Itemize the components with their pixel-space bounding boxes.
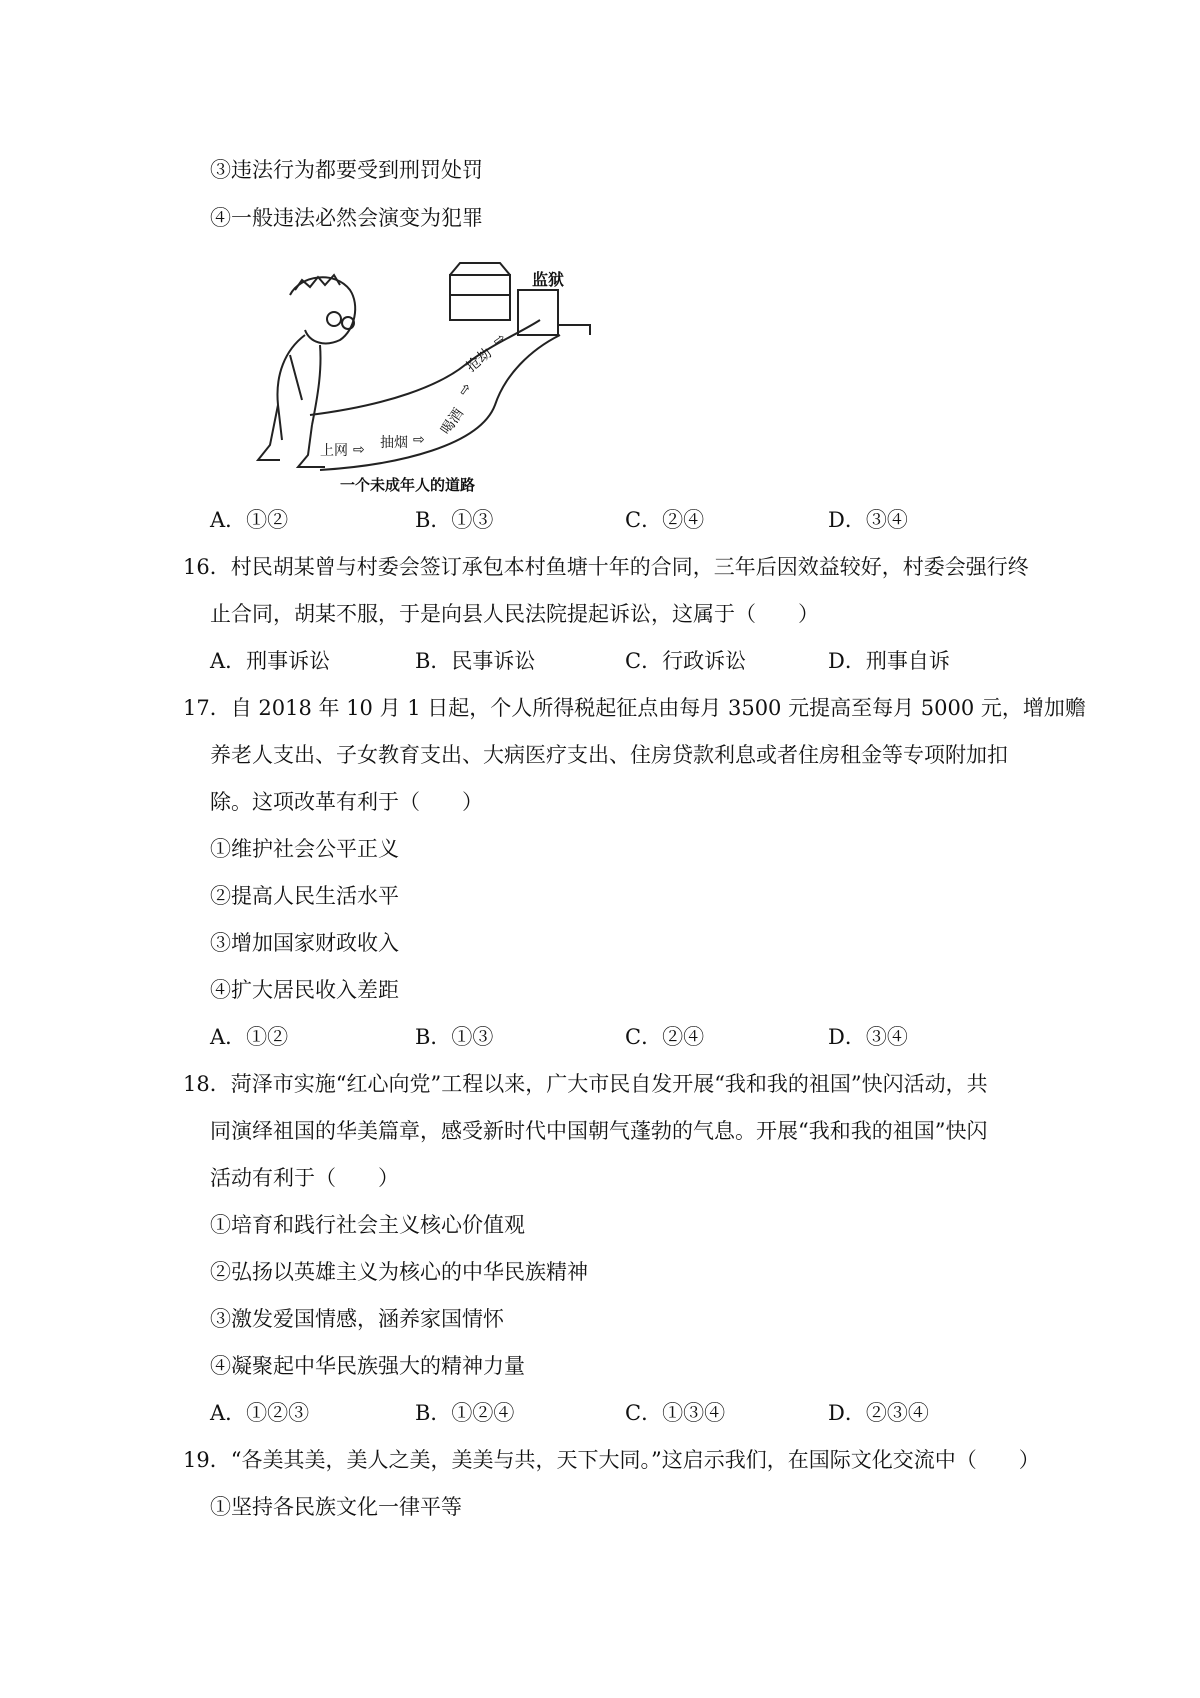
step-arrow-3: ⇨	[455, 380, 476, 399]
step-1: 上网	[320, 443, 348, 459]
q16-stem-line-2: 止合同，胡某不服，于是向县人民法院提起诉讼，这属于（ ）	[210, 602, 819, 626]
q15-option-c: C．②④	[625, 508, 705, 532]
q17-option-c: C．②④	[625, 1025, 705, 1049]
q15-option-a: A．①②	[210, 508, 289, 532]
q17-item-1: ①维护社会公平正义	[210, 837, 399, 861]
q18-item-2: ②弘扬以英雄主义为核心的中华民族精神	[210, 1260, 588, 1284]
q17-stem-line-2: 养老人支出、子女教育支出、大病医疗支出、住房贷款利息或者住房租金等专项附加扣	[210, 743, 1008, 767]
q15-option-b: B．①③	[415, 508, 494, 532]
q17-item-3: ③增加国家财政收入	[210, 931, 399, 955]
step-arrow-4: ⇨	[490, 329, 509, 350]
q17-option-a: A．①②	[210, 1025, 289, 1049]
q17-item-2: ②提高人民生活水平	[210, 884, 399, 908]
q19-stem-line-1: 19．“各美其美，美人之美，美美与共，天下大同。”这启示我们，在国际文化交流中（ ）	[183, 1448, 1040, 1472]
q15-cartoon	[250, 255, 600, 495]
q15-option-d: D．③④	[828, 508, 908, 532]
q18-item-1: ①培育和践行社会主义核心价值观	[210, 1213, 525, 1237]
prison-label: 监狱	[532, 270, 565, 289]
q16-stem-line-1: 16．村民胡某曾与村委会签订承包本村鱼塘十年的合同，三年后因效益较好，村委会强行终	[183, 555, 1029, 579]
step-4: 抢劫	[463, 345, 496, 376]
cartoon-caption: 一个未成年人的道路	[340, 476, 476, 494]
q17-option-d: D．③④	[828, 1025, 908, 1049]
q16-option-d: D．刑事自诉	[828, 649, 950, 673]
q18-stem-line-1: 18．菏泽市实施“红心向党”工程以来，广大市民自发开展“我和我的祖国”快闪活动，共	[183, 1072, 988, 1096]
q18-stem-line-2: 同演绎祖国的华美篇章，感受新时代中国朝气蓬勃的气息。开展“我和我的祖国”快闪	[210, 1119, 988, 1143]
q15-item-4: ④一般违法必然会演变为犯罪	[210, 206, 483, 230]
youth-figure	[258, 275, 355, 467]
q18-item-3: ③激发爱国情感，涵养家国情怀	[210, 1307, 504, 1331]
step-3: 喝酒	[437, 405, 468, 438]
step-2: 抽烟	[380, 435, 408, 451]
q17-stem-line-1: 17．自 2018 年 10 月 1 日起，个人所得税起征点由每月 3500 元提高至每月 5000 元，增加赡	[183, 696, 1086, 720]
q17-stem-line-3: 除。这项改革有利于（ ）	[210, 790, 483, 814]
q16-option-b: B．民事诉讼	[415, 649, 536, 673]
q18-option-b: B．①②④	[415, 1401, 515, 1425]
q16-option-c: C．行政诉讼	[625, 649, 747, 673]
step-arrow-2: ⇨	[413, 432, 425, 448]
prison-building	[450, 263, 590, 335]
q18-option-d: D．②③④	[828, 1401, 929, 1425]
q18-item-4: ④凝聚起中华民族强大的精神力量	[210, 1354, 525, 1378]
q18-option-c: C．①③④	[625, 1401, 726, 1425]
step-arrow-1: ⇨	[353, 442, 365, 458]
q16-option-a: A．刑事诉讼	[210, 649, 331, 673]
q17-option-b: B．①③	[415, 1025, 494, 1049]
q17-item-4: ④扩大居民收入差距	[210, 978, 399, 1002]
q19-item-1: ①坚持各民族文化一律平等	[210, 1495, 462, 1519]
q18-stem-line-3: 活动有利于（ ）	[210, 1166, 399, 1190]
q18-option-a: A．①②③	[210, 1401, 310, 1425]
q15-item-3: ③违法行为都要受到刑罚处罚	[210, 158, 483, 182]
